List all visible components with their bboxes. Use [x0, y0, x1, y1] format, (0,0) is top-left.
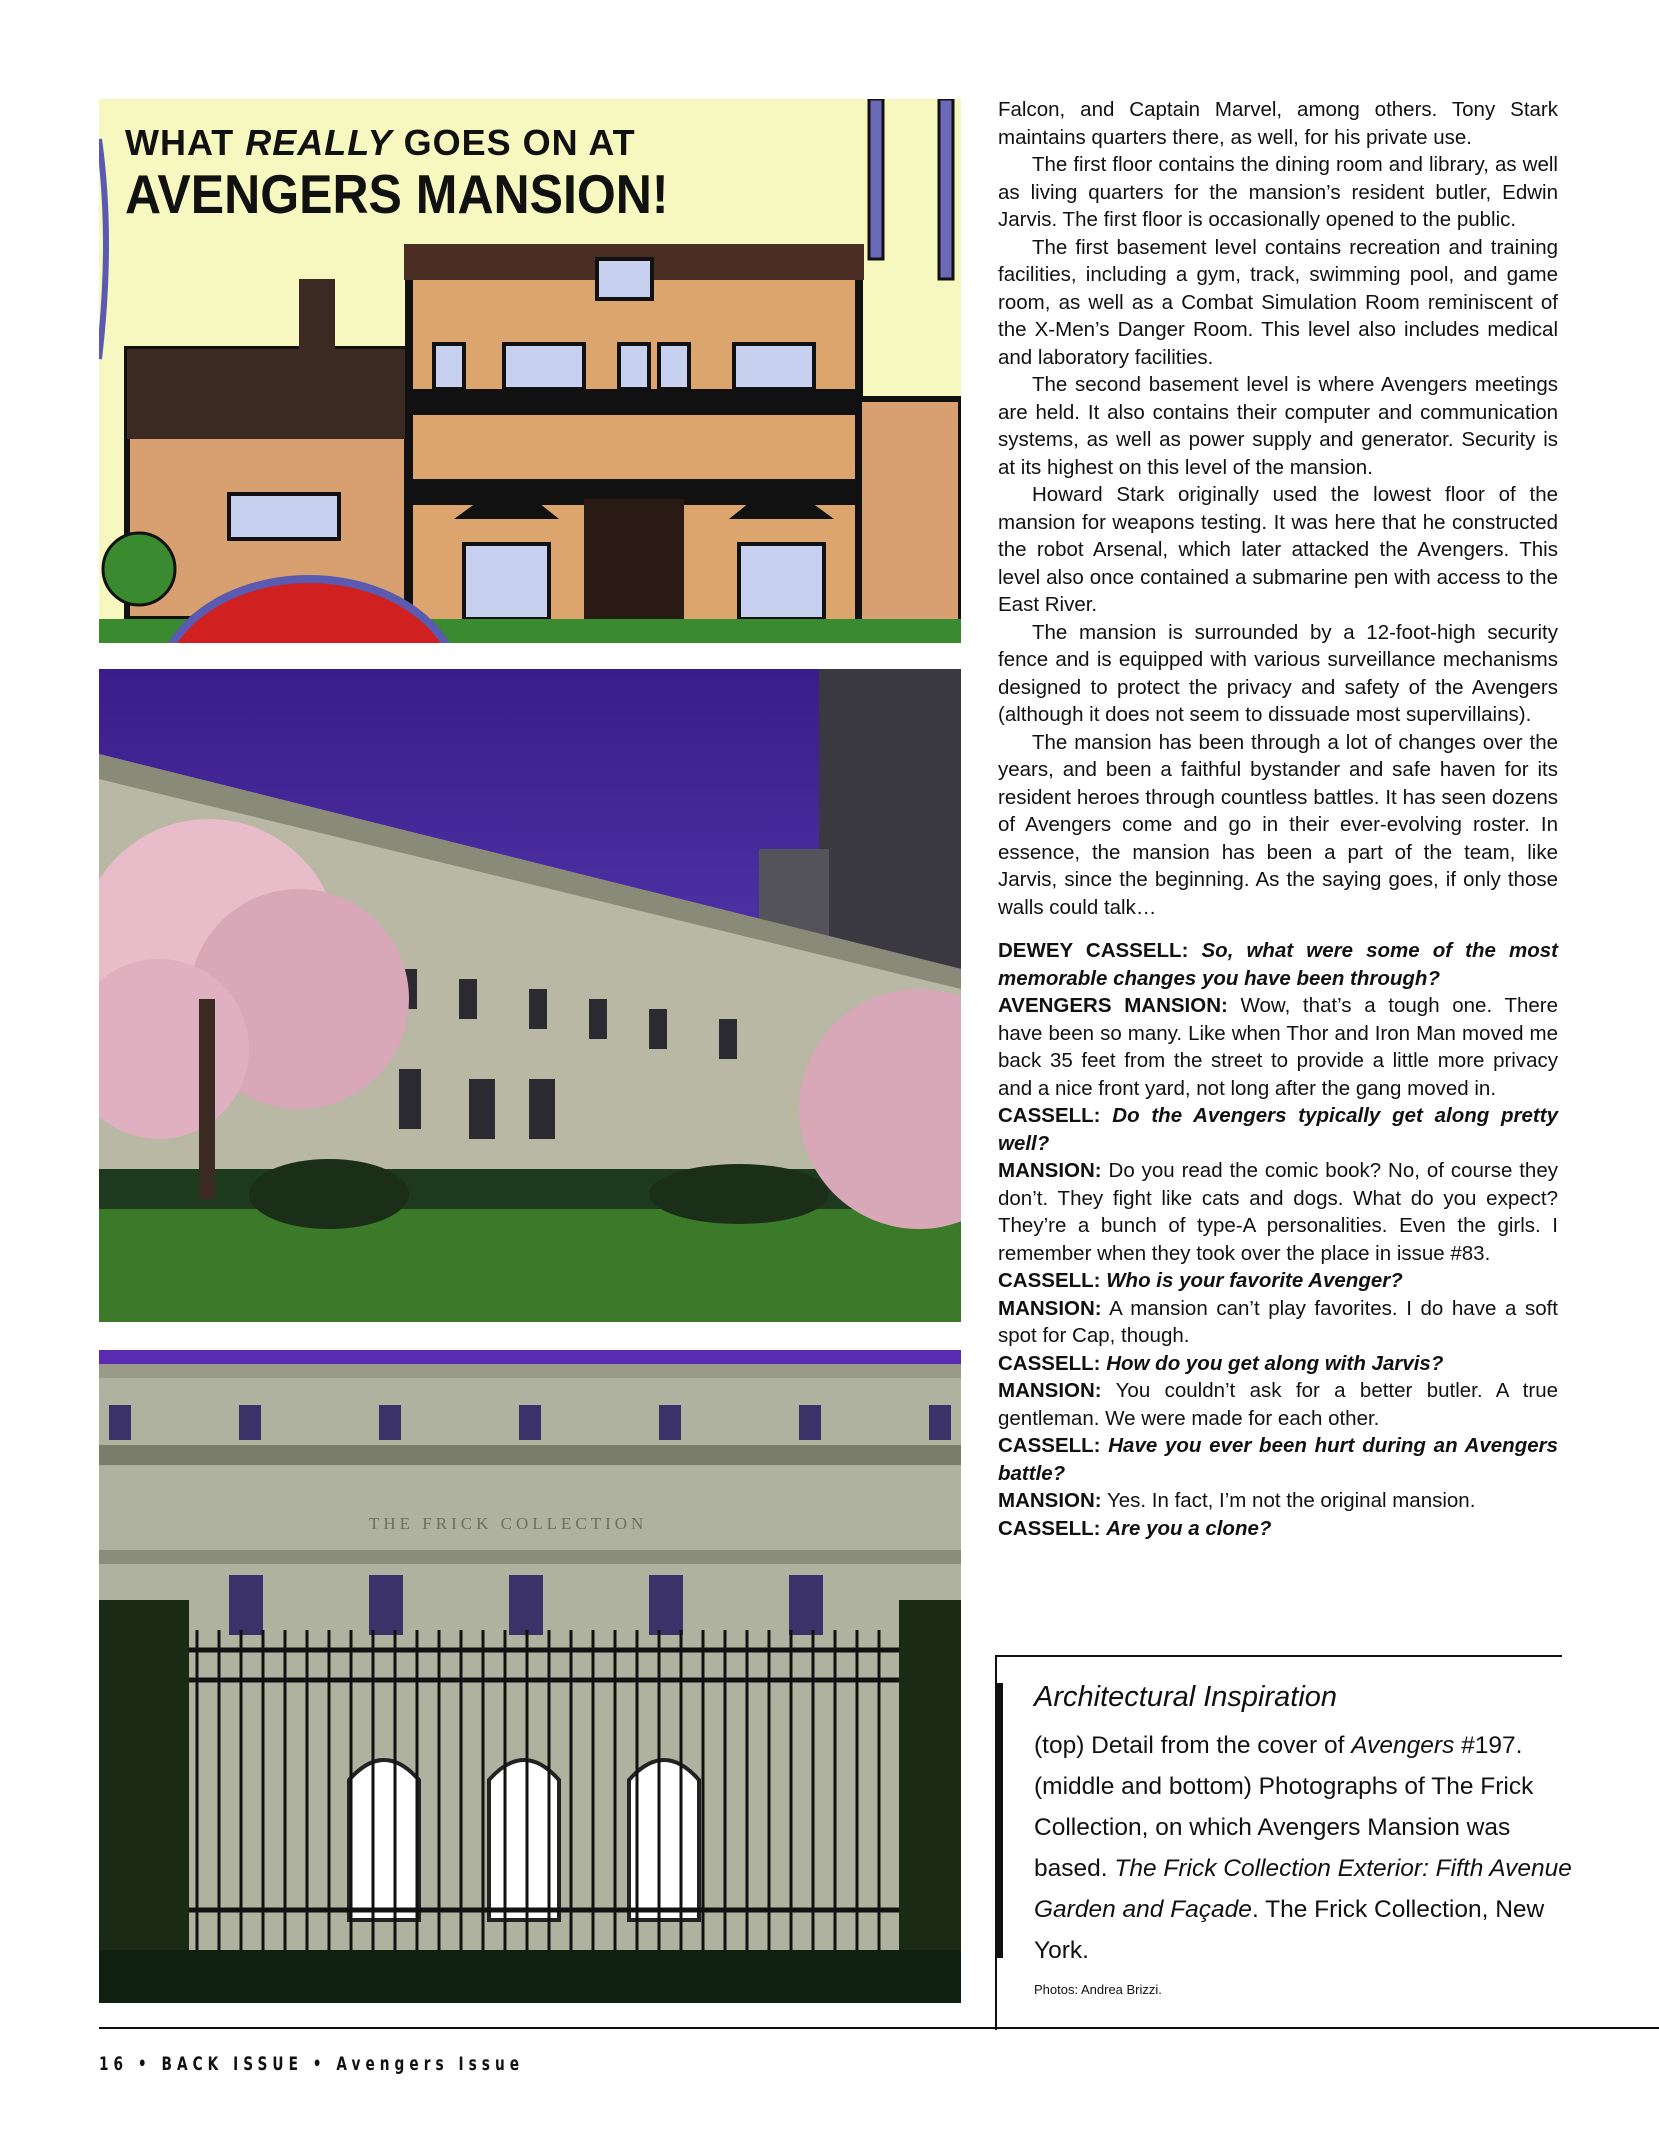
interview-line [998, 1487, 1558, 1515]
interview-question: So, what were some of the most memorable changes you have been through? [998, 939, 1558, 990]
frick-inscription: THE FRICK COLLECTION [369, 1514, 648, 1533]
page-footer: 16 • BACK ISSUE • Avengers Issue [99, 2053, 525, 2075]
comic-lettering-line1-emphasis: REALLY [245, 122, 393, 163]
interview-answer: Yes. In fact, I’m not the original mansion. [1106, 1489, 1476, 1512]
article-paragraph: Howard Stark originally used the lowest floor of the mansion for weapons testing. It was here that he constructed the robot Arsenal, which later attacked the Avengers. This level also once contained a submarine pen with access to the East River. [998, 483, 1558, 616]
interview-question: Are you a clone? [1106, 1516, 1272, 1540]
interview-line [998, 1350, 1558, 1378]
interview-speaker: MANSION: [998, 1159, 1102, 1182]
caption-body [1034, 1725, 1574, 1971]
caption-box [995, 1655, 1572, 2030]
interview [998, 937, 1558, 1542]
caption-italic: Avengers [1351, 1732, 1455, 1759]
comic-lettering-line1-post: GOES ON AT [392, 122, 636, 163]
caption-italic: The Frick Collection Exterior: Fifth Avenue Garden and Façade [1034, 1855, 1572, 1923]
interview-speaker: AVENGERS MANSION: [998, 994, 1228, 1017]
interview-speaker: MANSION: [998, 1296, 1102, 1320]
interview-line [998, 1377, 1558, 1432]
article-paragraph: The first basement level contains recreation and training facilities, including a gym, track, swimming pool, and game room, as well as a Combat Simulation Room reminiscent of the X-Men’s Danger Room. This level also includes medical and laboratory facilities. [998, 235, 1558, 369]
interview-line [998, 1102, 1558, 1157]
article-paragraph: The first floor contains the dining room and library, as well as living quarters for the mansion’s resident butler, Edwin Jarvis. The first floor is occasionally opened to the public. [998, 153, 1558, 231]
interview-line [998, 1515, 1558, 1543]
caption-text: #197. (middle and bottom) Photographs of The Frick Collection, on which Avengers Mansion was based. [1034, 1732, 1534, 1882]
interview-line [998, 937, 1558, 992]
footer-rule [99, 2027, 1659, 2029]
interview-speaker: DEWEY CASSELL: [998, 939, 1189, 962]
caption-text: (top) Detail from the cover of [1034, 1732, 1352, 1759]
comic-lettering [125, 122, 669, 226]
interview-speaker: CASSELL: [998, 1104, 1101, 1127]
frick-facade-photo [99, 1350, 961, 2003]
interview-speaker: MANSION: [998, 1489, 1102, 1512]
interview-line [998, 1432, 1558, 1487]
comic-lettering-line2: AVENGERS MANSION! [125, 163, 669, 226]
article-paragraph: The second basement level is where Avengers meetings are held. It also contains their computer and communication systems, as well as power supply and generator. Security is at its highest on this level of the mansion. [998, 373, 1558, 479]
interview-question: How do you get along with Jarvis? [1106, 1351, 1444, 1375]
interview-answer: Do you read the comic book? No, of course they don’t. They fight like cats and dogs. What do you expect? They’re a bunch of type-A personalities. Even the girls. I remember when they took over the place in issue #83. [998, 1159, 1558, 1265]
caption-text: . The Frick Collection, New York. [1034, 1896, 1545, 1964]
interview-speaker: CASSELL: [998, 1434, 1101, 1457]
caption-title: Architectural Inspiration [1034, 1681, 1338, 1713]
frick-garden-photo-graphic [99, 669, 961, 1322]
interview-question: Have you ever been hurt during an Avengers battle? [998, 1434, 1558, 1485]
article-paragraph: Falcon, and Captain Marvel, among others. Tony Stark maintains quarters there, as well, for his private use. [998, 98, 1558, 149]
interview-line [998, 1295, 1558, 1350]
interview-answer: You couldn’t ask for a better butler. A true gentleman. We were made for each other. [998, 1379, 1559, 1430]
article-body [998, 96, 1558, 1542]
comic-lettering-line1-pre: WHAT [125, 122, 246, 163]
interview-speaker: MANSION: [998, 1379, 1102, 1402]
caption-accent-bar [995, 1683, 1003, 1958]
interview-speaker: CASSELL: [998, 1516, 1101, 1540]
frick-garden-photo [99, 669, 961, 1322]
interview-question: Who is your favorite Avenger? [1106, 1269, 1403, 1292]
interview-line [998, 1157, 1558, 1267]
interview-answer: A mansion can’t play favorites. I do have a soft spot for Cap, though. [998, 1296, 1558, 1347]
interview-speaker: CASSELL: [998, 1269, 1101, 1292]
interview-speaker: CASSELL: [998, 1351, 1101, 1375]
photo-credit: Photos: Andrea Brizzi. [1034, 1982, 1162, 1997]
interview-question: Do the Avengers typically get along pretty well? [998, 1104, 1558, 1155]
interview-line [998, 1267, 1558, 1295]
frick-facade-photo-graphic [99, 1350, 961, 2003]
comic-cover-detail-image [99, 99, 961, 643]
interview-answer: Wow, that’s a tough one. There have been so many. Like when Thor and Iron Man moved me back 35 feet from the street to provide a little more privacy and a nice front yard, not long after the gang moved in. [998, 994, 1559, 1100]
article-paragraph: The mansion has been through a lot of changes over the years, and been a faithful bystander and safe haven for its resident heroes through countless battles. It has seen dozens of Avengers come and go in their ever-evolving roster. In essence, the mansion has been a part of the team, like Jarvis, since the beginning. As the saying goes, if only those walls could talk… [998, 730, 1558, 919]
article-paragraph: The mansion is surrounded by a 12-foot-high security fence and is equipped with various surveillance mechanisms designed to protect the privacy and safety of the Avengers (although it does not seem to dissuade most supervillains). [998, 620, 1558, 726]
interview-line [998, 992, 1558, 1102]
